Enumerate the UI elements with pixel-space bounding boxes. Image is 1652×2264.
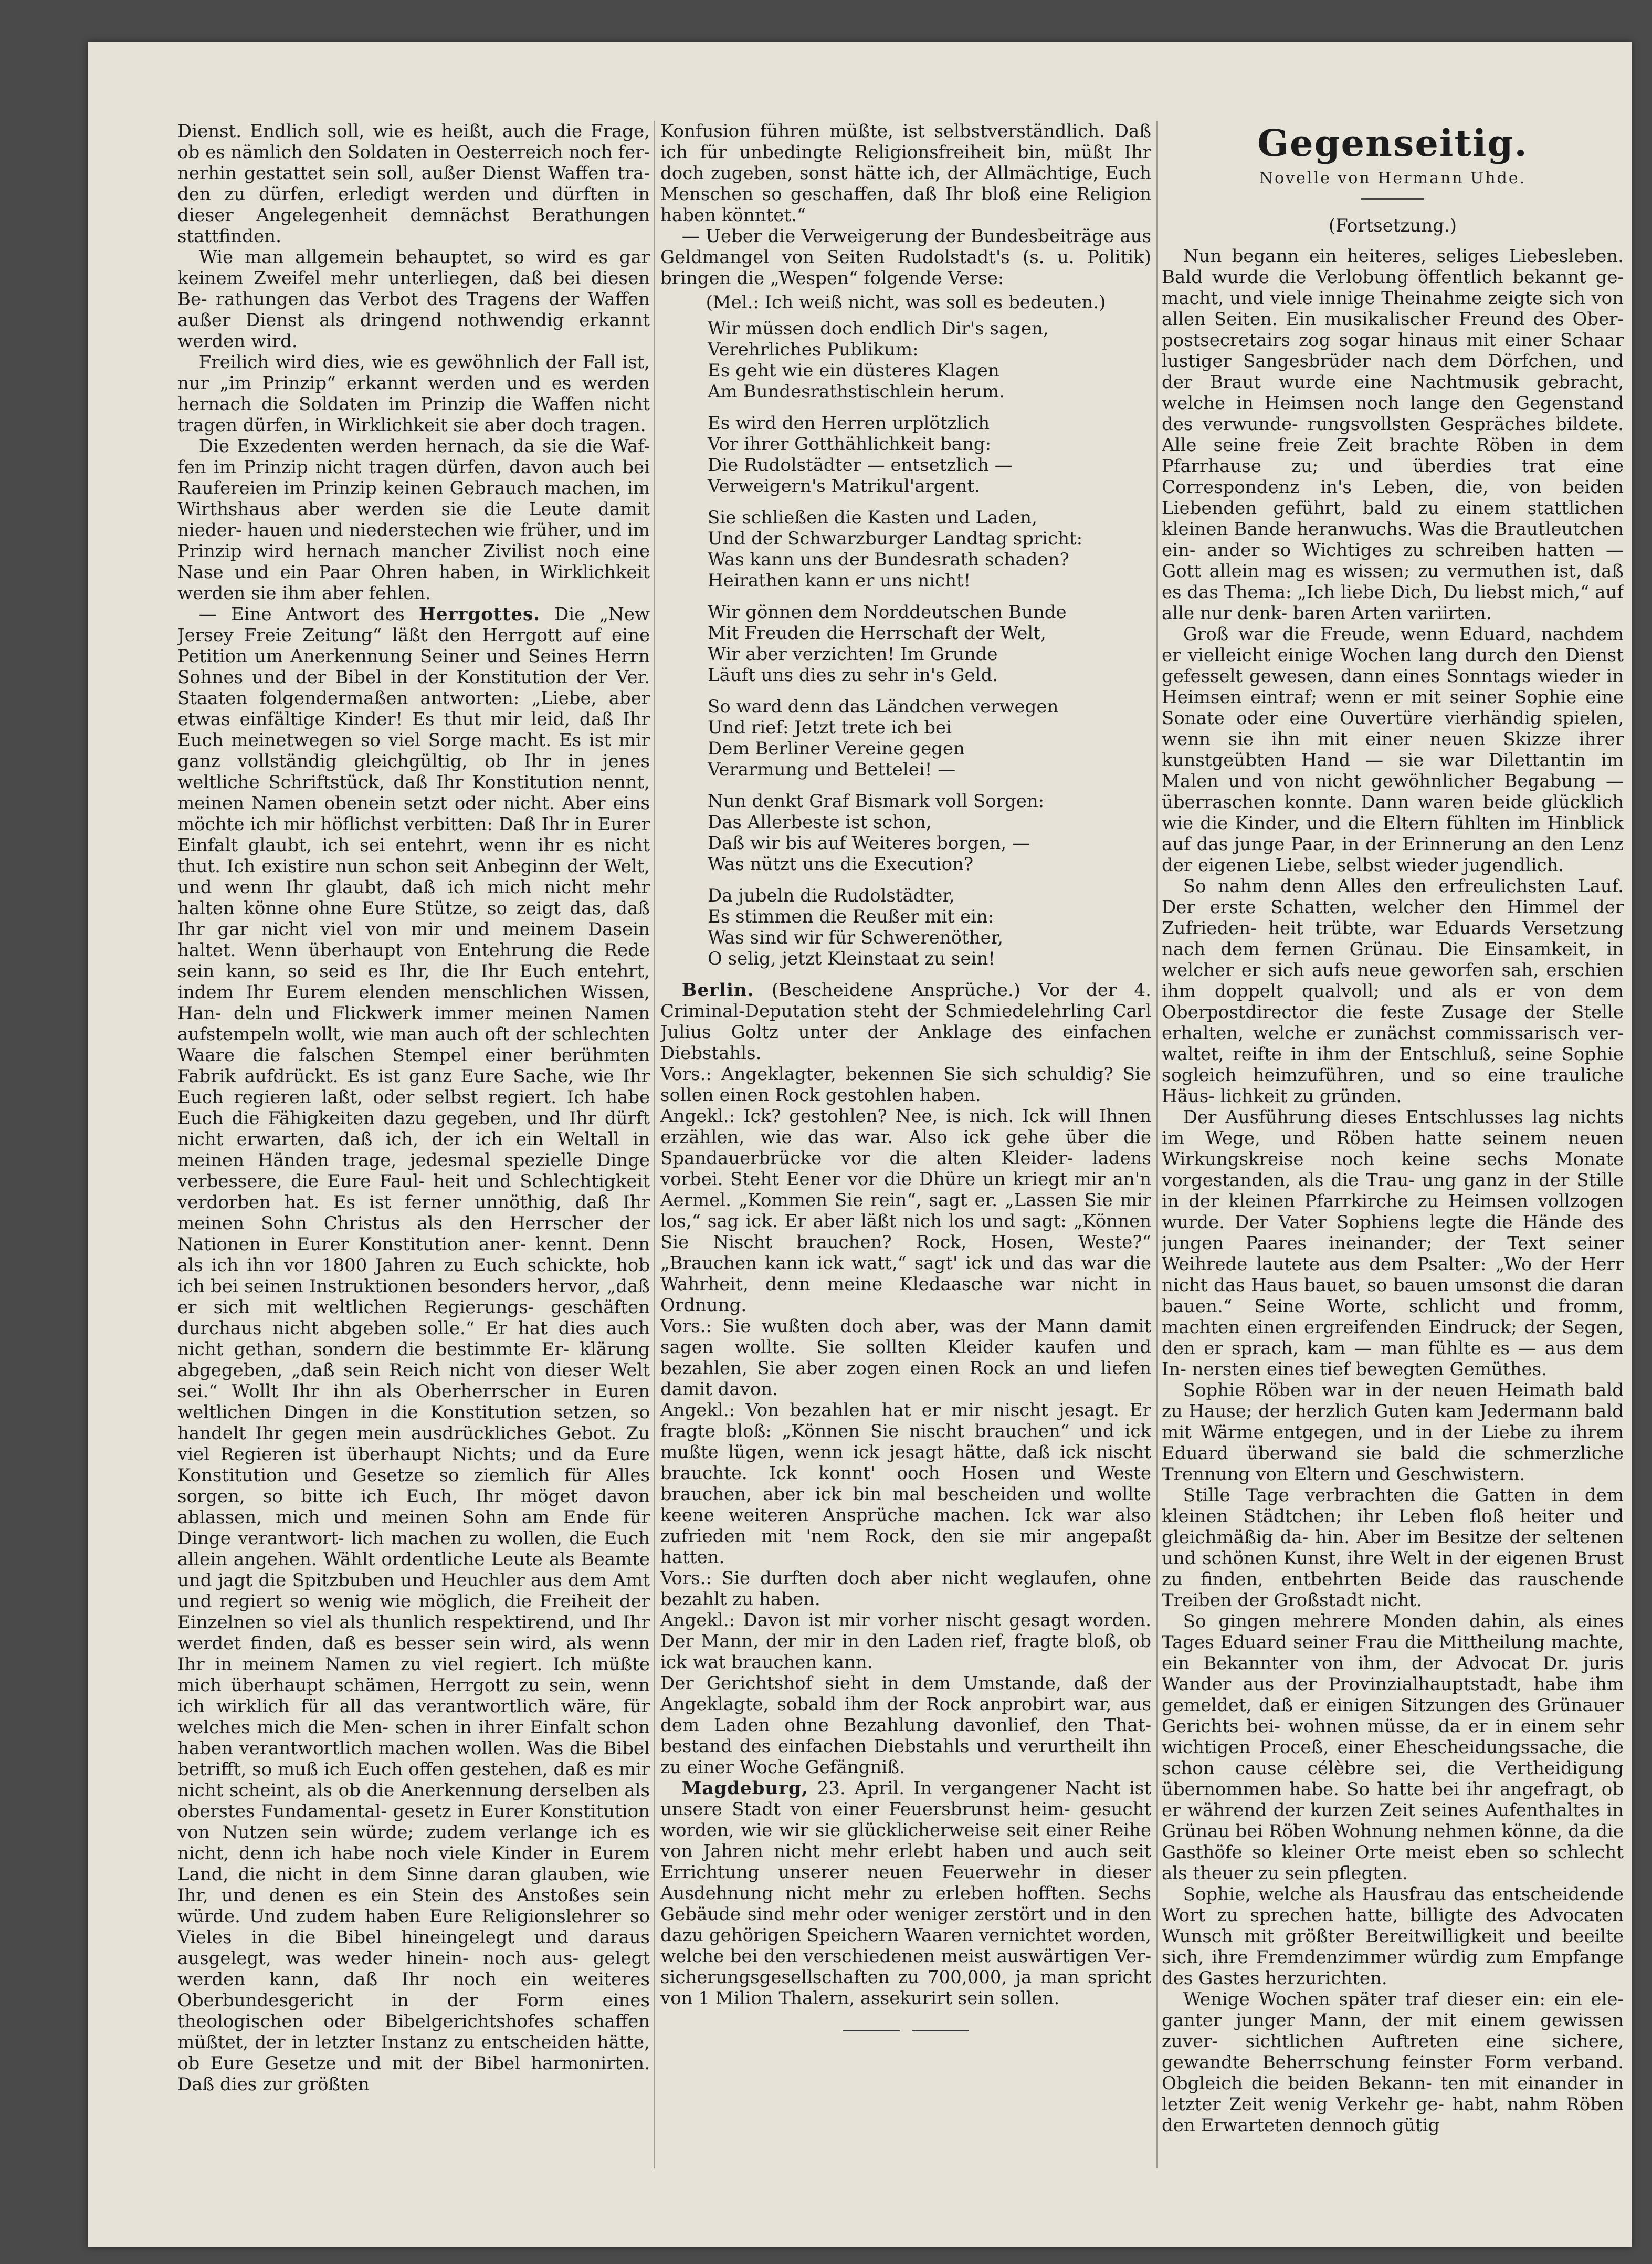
dialogue-line: Vors.: Sie wußten doch aber, was der Mann damit sagen wollte. Sie sollten Kleider kaufen und bezahlen, Sie aber zogen einen Rock an und liefen damit davon. bbox=[660, 1316, 1151, 1400]
poem-line: Dem Berliner Vereine gegen bbox=[708, 738, 965, 759]
novel-paragraph: So nahm denn Alles den erfreulichsten Lauf. Der erste Schatten, welcher den Himmel der Zufrieden- heit trübte, war Eduards Versetzung nach dem fernen Grünau. Die Einsamkeit, in welcher er sich aufs neue geworfen sah, erschien ihm doppelt qualvoll; und als er von dem Oberpostdirector die feste Zusage der Stelle erhalten, welche er zunächst commissarisch ver- waltet, reifte in ihm der Entschluß, seine Sophie sogleich heimzuführen, und so eine trauliche Häus- lichkeit zu gründen. bbox=[1162, 876, 1624, 1107]
column-divider bbox=[1156, 121, 1158, 2168]
column-divider bbox=[654, 121, 655, 2168]
column-1 bbox=[177, 121, 650, 2179]
court-dialogue bbox=[660, 1064, 1151, 1778]
poem-line: Wir aber verzichten! Im Grunde bbox=[708, 644, 998, 665]
novel-paragraph: Sophie, welche als Hausfrau das entscheidende Wort zu sprechen hatte, billigte des Advocaten Wunsch mit größter Bereitwilligkeit und beeilte sich, ihre Fremdenzimmer würdig zum Empfange des Gastes herzurichten. bbox=[1162, 1884, 1624, 1989]
poem-line: Und der Schwarzburger Landtag spricht: bbox=[708, 528, 1083, 549]
dialogue-line: Angekl.: Von bezahlen hat er mir nischt jesagt. Er fragte bloß: „Können Sie nischt brauchen“ und ick mußte lügen, wenn ick jesagt hätte, daß ick nischt brauchte. Ick konnt' ooch Hosen und Weste brauchen, aber ick bin mal bescheiden und wollte keene weiteren Ansprüche machen. Ick war also zufrieden mit 'nem Rock, den sie mir angepaßt hatten. bbox=[660, 1400, 1151, 1568]
newspaper-page bbox=[88, 42, 1632, 2247]
article-body: Die „New Jersey Freie Zeitung“ läßt den Herrgott auf eine Petition um Anerkennung Seiner und Seines Herrn Sohnes und der Bibel in der Konstitution der Ver. Staaten folgendermaßen antworten: „Liebe, aber etwas einfältige Kinder! Es thut mir leid, daß Ihr Euch meinetwegen so viel Sorge macht. Es ist mir ganz vollständig gleichgültig, ob Ihr in jenes weltliche Schriftstück, daß Ihr Konstitution nennt, meinen Namen obenein setzt oder nicht. Aber eins möchte ich mir höflichst verbitten: Daß Ihr in Eurer Einfalt glaubt, ich sei entehrt, wenn ihr es nicht thut. Ich existire nun schon seit Anbeginn der Welt, und wenn Ihr glaubt, daß ich mich nicht mehr halten könne ohne Eure Stütze, so zeigt das, daß Ihr gar nicht viel von mir und meinem Dasein haltet. Wenn überhaupt von Entehrung die Rede sein kann, so seid es Ihr, die Ihr Euch entehrt, indem Ihr Eurem elenden menschlichen Wissen, Han- deln und Flickwerk immer meinen Namen aufstempeln wollt, wie man auch oft der schlechten Waare die falschen Stempel einer berühmten Fabrik aufdrückt. Es ist ganz Eure Sache, wie Ihr Euch regieren laßt, oder selbst regiert. Ich habe Euch die Fähigkeiten dazu gegeben, und Ihr dürft nicht erwarten, daß ich, der ich ein Weltall in meinen Händen trage, jedesmal spezielle Dinge verbessere, die Eure Faul- heit und Schlechtigkeit verdorben hat. Es ist ferner unnöthig, daß Ihr meinen Sohn Christus als den Herrscher der Nationen in Eurer Konstitution aner- kennt. Denn als ich ihn vor 1800 Jahren zu Euch schickte, hob ich bei seinen Instruktionen besonders hervor, „daß er sich mit weltlichen Regierungs- geschäften durchaus nicht abgeben solle.“ Er hat dies auch nicht gethan, sondern die bestimmte Er- klärung abgegeben, „daß sein Reich nicht von dieser Welt sei.“ Wollt Ihr ihn als Oberherrscher in Euren weltlichen Dingen in die Konstitution setzen, so handelt Ihr gegen mein ausdrückliches Gebot. Zu viel Regieren ist überhaupt Nichts; und da Eure Konstitution und Gesetze so ziemlich für Alles sorgen, so bitte ich Euch, Ihr möget davon ablassen, mich und meinen Sohn am Ende für Dinge verantwort- lich machen zu wollen, die Euch allein angehen. Wählt ordentliche Leute als Beamte und jagt die Spitzbuben und Heuchler aus dem Amt und regiert so wenig wie möglich, die Freiheit der Einzelnen so viel als thunlich respektirend, und Ihr werdet finden, daß es besser sein wird, als wenn Ihr in meinem Namen zu viel regiert. Ich müßte mich überhaupt schämen, Herrgott zu sein, wenn ich wirklich für all das verantwortlich wäre, für welches mich die Men- schen in ihrer Einfalt schon haben verantwortlich machen wollen. Was die Bibel betrifft, so muß ich Euch offen gestehen, daß es mir nicht scheint, als ob die Anerkennung derselben als oberstes Fundamental- gesetz in Eurer Konstitution von Nutzen sein würde; zudem verlange ich es nicht, denn ich habe noch viele Kinder in Eurem Land, die nicht in dem Sinne daran glauben, wie Ihr, und denen es ein Stein des Anstoßes sein würde. Und zudem haben Eure Religionslehrer so Vieles in die Bibel hineingelegt und daraus ausgelegt, was weder hinein- noch aus- gelegt werden kann, daß Ihr noch ein weiteres Oberbundesgericht in der Form eines theologischen oder Bibelgerichtshofes schaffen müßtet, der in letzter Instanz zu entscheiden hätte, ob Eure Gesetze und mit der Bibel harmonirten. Daß dies zur größten bbox=[177, 604, 650, 2095]
poem-line: So ward denn das Ländchen verwegen bbox=[708, 696, 1059, 717]
poem-line: Wir gönnen dem Norddeutschen Bunde bbox=[708, 602, 1067, 623]
poem-line: Nun denkt Graf Bismark voll Sorgen: bbox=[708, 791, 1045, 812]
paragraph: Freilich wird dies, wie es gewöhnlich der Fall ist, nur „im Prinzip“ erkannt werden und es werden hernach die Soldaten im Prinzip die Waffen nicht tragen dürfen, in Wirklichkeit sie aber doch tragen. bbox=[177, 352, 650, 436]
novel-paragraph: Nun begann ein heiteres, seliges Liebesleben. Bald wurde die Verlobung öffentlich bekannt ge- macht, und viele innige Theinahme zeigte sich von allen Seiten. Ein musikalischer Freund des Ober- postsecretairs zog sogar hinaus mit einer Schaar lustiger Sangesbrüder nach dem Dörfchen, und der Braut wurde eine Nachtmusik gebracht, welche in Heimsen noch lange den Gegenstand des verwunde- rungsvollsten Gespräches bildete. Alle seine freie Zeit brachte Röben in dem Pfarrhause zu; und überdies trat eine Correspondenz in's Leben, die, von beiden Liebenden geführt, bald zu einem stattlichen kleinen Bande heranwuchs. Was die Brautleutchen ein- ander so Wichtiges zu schreiben hatten — Gott allein mag es wissen; zu vermuthen ist, daß es das Thema: „Ich liebe Dich, Du liebst mich,“ auf alle nur denk- baren Arten variirten. bbox=[1162, 246, 1624, 624]
poem-line: Was sind wir für Schwerenöther, bbox=[708, 927, 1004, 948]
article-body: (Bescheidene Ansprüche.) Vor der 4. Criminal-Deputation steht der Schmiedelehrling Carl Julius Goltz unter der Anklage des einfachen Diebstahls. bbox=[660, 980, 1151, 1064]
novel-subtitle: Novelle von Hermann Uhde. bbox=[1259, 169, 1527, 187]
poem-stanza bbox=[708, 885, 1151, 969]
poem-line: Heirathen kann er uns nicht! bbox=[708, 570, 971, 591]
poem-line: Und rief: Jetzt trete ich bei bbox=[708, 717, 952, 738]
poem-line: Daß wir bis auf Weiteres borgen, — bbox=[708, 833, 1030, 854]
article-lead: — Eine Antwort des bbox=[198, 604, 405, 625]
dialogue-line: Der Gerichtshof sieht in dem Umstande, daß der Angeklagte, sobald ihm der Rock anprobirt war, aus dem Laden ohne Bezahlung davonlief, den That- bestand des einfachen Diebstahls und verurtheilt ihn zu einer Woche Gefängniß. bbox=[660, 1673, 1151, 1778]
poem-line: Wir müssen doch endlich Dir's sagen, bbox=[708, 318, 1049, 339]
novel-paragraph: Stille Tage verbrachten die Gatten in dem kleinen Städtchen; ihr Leben floß heiter und gleichmäßig da- hin. Aber im Besitze der seltenen und schönen Kunst, ihre Welt in der eigenen Brust zu finden, entbehrten Beide das rauschende Treiben der Großstadt nicht. bbox=[1162, 1485, 1624, 1611]
continuation-note: (Fortsetzung.) bbox=[1328, 215, 1457, 236]
dialogue-line: Vors.: Angeklagter, bekennen Sie sich schuldig? Sie sollen einen Rock gestohlen haben. bbox=[660, 1064, 1151, 1106]
dialogue-line: Vors.: Sie durften doch aber nicht weglaufen, ohne bezahlt zu haben. bbox=[660, 1568, 1151, 1610]
poem-line: Vor ihrer Gotthählichkeit bang: bbox=[708, 434, 992, 455]
article-magdeburg bbox=[660, 1778, 1151, 2009]
poem-line: Verweigern's Matrikul'argent. bbox=[708, 476, 980, 497]
title-rule bbox=[1361, 198, 1424, 200]
poem-line: Die Rudolstädter — entsetzlich — bbox=[708, 455, 1013, 476]
poem-line: Mit Freuden die Herrschaft der Welt, bbox=[708, 623, 1046, 644]
poem-stanza bbox=[708, 507, 1151, 591]
paragraph: — Ueber die Verweigerung der Bundesbeiträge aus Geldmangel von Seiten Rudolstadt's (s. u. Politik) bringen die „Wespen“ folgende Verse: bbox=[660, 226, 1151, 289]
poem-line: Was kann uns der Bundesrath schaden? bbox=[708, 549, 1069, 570]
novel-title: Gegenseitig. bbox=[1257, 121, 1528, 165]
novel-paragraph: So gingen mehrere Monden dahin, als eines Tages Eduard seiner Frau die Mittheilung machte, ein Bekannter von ihm, der Advocat Dr. juris Wander aus der Provinzialhauptstadt, habe ihm gemeldet, daß er einigen Sitzungen des Grünauer Gerichts bei- wohnen müsse, da er in einem sehr wichtigen Proceß, einer Ehescheidungssache, die schon cause célèbre sei, die Vertheidigung übernommen habe. So hatte bei ihr angefragt, ob er während der kurzen Zeit seines Aufenthaltes in Grünau bei Röben Wohnung nehmen könne, da die Gasthöfe so kleiner Orte meist eben so schlecht als theuer zu sein pflegten. bbox=[1162, 1611, 1624, 1884]
paragraph: Dienst. Endlich soll, wie es heißt, auch die Frage, ob es nämlich den Soldaten in Oesterreich noch fer- nerhin gestattet sein soll, außer Dienst Waffen tra- den zu dürfen, erledigt werden und dürften in dieser Angelegenheit demnächst Berathungen stattfinden. bbox=[177, 121, 650, 247]
poem-line: Verarmung und Bettelei! — bbox=[708, 759, 956, 780]
poem bbox=[660, 318, 1151, 969]
poem-stanza bbox=[708, 413, 1151, 497]
article-heading: Magdeburg, bbox=[681, 1778, 808, 1799]
dialogue-line: Angekl.: Davon ist mir vorher nischt gesagt worden. Der Mann, der mir in den Laden rief, fragte bloß, ob ick wat brauchen kann. bbox=[660, 1610, 1151, 1673]
novel-paragraph: Wenige Wochen später traf dieser ein: ein ele- ganter junger Mann, der mit einem gewissen zuver- sichtlichen Auftreten eine sichere, gewandte Beherrschung feinster Form verband. Obgleich die beiden Bekann- ten mit einander in letzter Zeit wenig Verkehr ge- habt, nahm Röben den Erwarteten dennoch gütig bbox=[1162, 1989, 1624, 2136]
poem-line: Es wird den Herren urplötzlich bbox=[708, 413, 990, 434]
poem-stanza bbox=[708, 602, 1151, 686]
novel-paragraph: Groß war die Freude, wenn Eduard, nachdem er vielleicht einige Wochen lang durch den Dienst gefesselt gewesen, dann eines Sonntags wieder in Heimsen eintraf; wenn er mit seiner Sophie eine Sonate oder eine Ouvertüre vierhändig spielen, wenn sie ihn mit einer neuen Skizze ihrer kunstgeübten Hand — sie war Dilettantin im Malen und von nicht gewöhnlicher Begabung — überraschen konnte. Dann waren beide glücklich wie die Kinder, und die Eltern fühlten im Hinblick auf das junge Paar, in der Erinnerung an den Lenz der eigenen Liebe, selbst wieder jugendlich. bbox=[1162, 624, 1624, 876]
poem-line: Das Allerbeste ist schon, bbox=[708, 812, 932, 833]
poem-line: Da jubeln die Rudolstädter, bbox=[708, 885, 955, 906]
article-berlin bbox=[660, 980, 1151, 1064]
poem-line: O selig, jetzt Kleinstaat zu sein! bbox=[708, 948, 996, 969]
poem-line: Verehrliches Publikum: bbox=[708, 339, 919, 360]
column-3 bbox=[1162, 116, 1624, 2195]
article-heading: Berlin. bbox=[681, 980, 754, 1001]
column-2 bbox=[660, 121, 1151, 2179]
poem-line: Am Bundesrathstischlein herum. bbox=[708, 381, 1005, 402]
melody-note: (Mel.: Ich weiß nicht, was soll es bedeuten.) bbox=[706, 292, 1106, 313]
paragraph: Wie man allgemein behauptet, so wird es gar keinem Zweifel mehr unterliegen, daß bei diesen Be- rathungen das Verbot des Tragens der Waffen außer Dienst als dringend nothwendig erkannt werden wird. bbox=[177, 247, 650, 352]
poem-line: Es stimmen die Reußer mit ein: bbox=[708, 906, 994, 927]
paragraph: Konfusion führen müßte, ist selbstverständlich. Daß ich für unbedingte Religionsfreiheit bin, müßt Ihr doch zugeben, sonst hätte ich, der Allmächtige, Euch Menschen so geschaffen, daß Ihr bloß eine Religion haben könntet.“ bbox=[660, 121, 1151, 226]
article-heading: Herrgottes. bbox=[418, 604, 540, 625]
poem-stanza bbox=[708, 791, 1151, 875]
dialogue-line: Angekl.: Ick? gestohlen? Nee, is nich. Ick will Ihnen erzählen, wie das war. Also ick gehe über die Spandauerbrücke vor die alten Kleider- ladens vorbei. Steht Eener vor die Dhüre un kriegt mir an'n Aermel. „Kommen Sie rein“, sagt er. „Lassen Sie mir los,“ sag ick. Er aber läßt nich los und sagt: „Können Sie Nischt brauchen? Rock, Hosen, Weste?“ „Brauchen kann ick watt,“ sagt' ick und das war die Wahrheit, denn meine Kledaasche war nicht in Ordnung. bbox=[660, 1106, 1151, 1316]
novel-paragraph: Sophie Röben war in der neuen Heimath bald zu Hause; der herzlich Guten kam Jedermann bald mit Wärme entgegen, und in der Liebe zu ihrem Eduard überwand sie bald die schmerzliche Trennung von Eltern und Geschwistern. bbox=[1162, 1380, 1624, 1485]
poem-line: Läuft uns dies zu sehr in's Geld. bbox=[708, 665, 998, 686]
article-body: 23. April. In vergangener Nacht ist unsere Stadt von einer Feuersbrunst heim- gesucht worden, wie wir sie glücklicherweise seit einer Reihe von Jahren nicht mehr erlebt haben und auch seit Errichtung unserer neuen Feuerwehr in dieser Ausdehnung nicht mehr zu erleben hofften. Sechs Gebäude sind mehr oder weniger zerstört und in den dazu gehörigen Speichern Waaren vernichtet worden, welche bei den verschiedenen meist auswärtigen Ver- sicherungsgesellschaften zu 700,000, ja man spricht von 1 Milion Thalern, assekurirt sein sollen. bbox=[660, 1778, 1151, 2009]
article-antwort bbox=[177, 604, 650, 2095]
poem-line: Was nützt uns die Execution? bbox=[708, 854, 974, 875]
end-rule bbox=[843, 2030, 969, 2031]
novel-paragraph: Der Ausführung dieses Entschlusses lag nichts im Wege, und Röben hatte seinem neuen Wirkungskreise noch keine sechs Monate vorgestanden, als die Trau- ung ganz in der Stille in der kleinen Pfarrkirche zu Heimsen vollzogen wurde. Der Vater Sophiens legte die Hände des jungen Paares ineinander; der Text seiner Weihrede lautete aus dem Psalter: „Wo der Herr nicht das Haus bauet, so bauen umsonst die daran bauen.“ Seine Worte, schlicht und fromm, machten einen ergreifenden Eindruck; der Segen, den er sprach, kam — man fühlte es — aus dem In- nersten eines tief bewegten Gemüthes. bbox=[1162, 1107, 1624, 1380]
poem-line: Es geht wie ein düsteres Klagen bbox=[708, 360, 999, 381]
poem-stanza bbox=[708, 696, 1151, 780]
novel-text bbox=[1162, 246, 1624, 2136]
paragraph: Die Exzedenten werden hernach, da sie die Waf- fen im Prinzip nicht tragen dürfen, davon auch bei Raufereien im Prinzip keinen Gebrauch machen, im Wirthshaus aber werden sie die Leute damit nieder- hauen und niederstechen wie früher, und im Prinzip wird hernach mancher Zivilist noch eine Nase und ein Paar Ohren haben, in Wirklichkeit werden sie ihm aber fehlen. bbox=[177, 436, 650, 604]
poem-line: Sie schließen die Kasten und Laden, bbox=[708, 507, 1037, 528]
poem-stanza bbox=[708, 318, 1151, 402]
